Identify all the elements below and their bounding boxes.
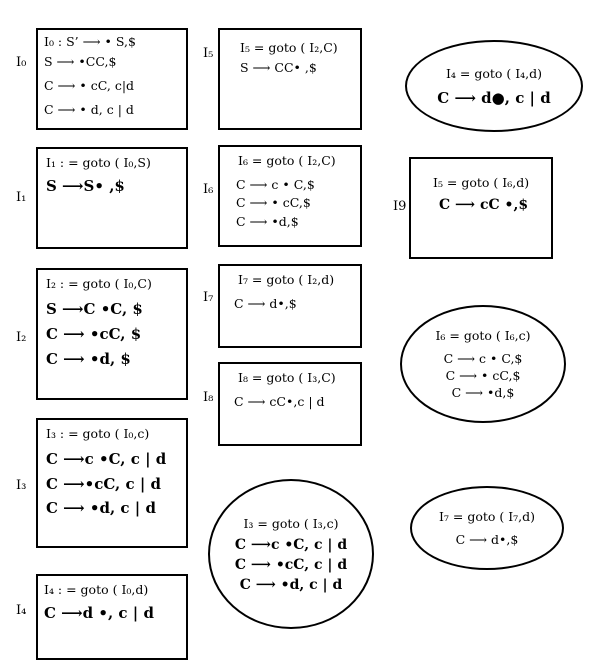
state-I3-goto-c: [208, 479, 374, 629]
item-line: C ⟶ •cC, c | d: [234, 556, 348, 573]
item-line: C ⟶ •d, $: [46, 350, 131, 368]
item-line: C ⟶ d•,$: [455, 532, 519, 547]
item-title: I₇ = goto ( I₂,d): [238, 272, 335, 287]
label-I2: I₂: [16, 330, 27, 345]
item-line: C ⟶ c • C,$: [443, 351, 523, 366]
item-line: I₀ : S’ ⟶ • S,$: [44, 34, 136, 49]
item-title: I₇ = goto ( I₇,d): [438, 509, 536, 524]
item-title: I₂ : = goto ( I₀,C): [46, 276, 152, 291]
item-line: C ⟶ • cC,$: [445, 368, 521, 383]
item-line: S ⟶ CC• ,$: [240, 60, 317, 75]
item-line: C ⟶ cC•,c | d: [234, 394, 325, 409]
state-I5: [218, 28, 362, 130]
state-I8: [218, 362, 362, 446]
state-I1: [36, 147, 188, 249]
state-I4-goto-d: [405, 40, 583, 132]
item-line: C ⟶ •cC, $: [46, 325, 142, 343]
item-line: C ⟶ d•,$: [234, 296, 297, 311]
item-line: S ⟶ •CC,$: [44, 54, 117, 69]
item-line: C ⟶ cC •,$: [439, 197, 529, 213]
item-title: I₄ : = goto ( I₀,d): [44, 582, 149, 597]
label-I0: I₀: [16, 55, 27, 70]
item-line: S ⟶C •C, $: [46, 300, 143, 318]
item-line: C ⟶ d●, c | d: [437, 88, 551, 107]
item-title: I₃ : = goto ( I₀,c): [46, 426, 150, 441]
item-line: C ⟶ • cC, c|d: [44, 78, 135, 93]
item-line: C ⟶ •d, c | d: [239, 576, 343, 593]
state-I0: [36, 28, 188, 130]
state-I4: [36, 574, 188, 660]
item-line: C ⟶ •d, c | d: [46, 499, 156, 517]
label-I3: I₃: [16, 478, 27, 493]
item-line: C ⟶ c • C,$: [236, 177, 315, 192]
item-title: I₅ = goto ( I₂,C): [240, 40, 338, 55]
label-I9: I9: [393, 199, 407, 214]
item-line: C ⟶ • cC,$: [236, 195, 311, 210]
item-title: I₃ = goto ( I₃,c): [243, 515, 339, 531]
item-title: I₁ : = goto ( I₀,S): [46, 155, 151, 170]
item-line: C ⟶ • d, c | d: [44, 102, 134, 117]
item-title: I₆ = goto ( I₆,c): [435, 328, 531, 343]
state-I6-goto-c: [400, 305, 566, 423]
item-line: C ⟶c •C, c | d: [46, 450, 167, 468]
label-I4: I₄: [16, 603, 27, 618]
label-I5: I₅: [203, 46, 214, 61]
label-I8: I₈: [203, 390, 214, 405]
label-I6: I₆: [203, 182, 214, 197]
state-I9: [409, 157, 553, 259]
state-I6: [218, 145, 362, 247]
item-line: C ⟶•cC, c | d: [46, 475, 162, 493]
label-I7: I₇: [203, 290, 214, 305]
label-I1: I₁: [16, 190, 27, 205]
item-title: I₄ = goto ( I₄,d): [445, 65, 543, 81]
state-I7-goto-d: [410, 486, 564, 570]
item-title: I₈ = goto ( I₃,C): [238, 370, 336, 385]
state-I2: [36, 268, 188, 400]
item-line: C ⟶ •d,$: [236, 214, 299, 229]
item-title: I₅ = goto ( I₆,d): [433, 175, 530, 190]
state-I3: [36, 418, 188, 548]
state-I7: [218, 264, 362, 348]
item-line: C ⟶d •, c | d: [44, 604, 154, 622]
item-line: S ⟶S• ,$: [46, 177, 125, 195]
item-line: C ⟶ •d,$: [451, 385, 515, 400]
item-title: I₆ = goto ( I₂,C): [238, 153, 336, 168]
item-line: C ⟶c •C, c | d: [234, 536, 348, 553]
